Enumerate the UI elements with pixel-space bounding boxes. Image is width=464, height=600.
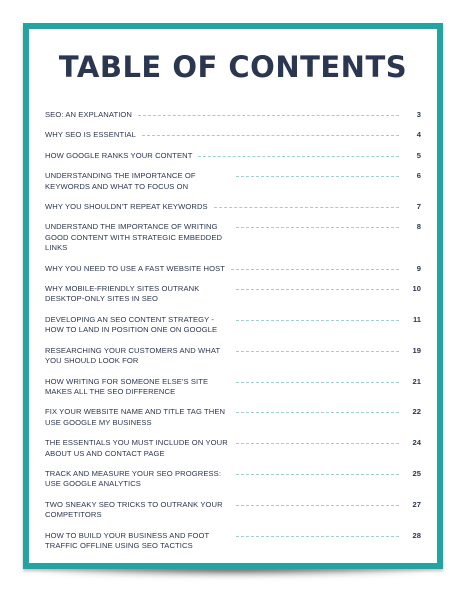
- toc-entry-title: DEVELOPING AN SEO CONTENT STRATEGY - HOW TO LAND IN POSITION ONE ON GOOGLE: [45, 314, 218, 335]
- toc-entry: [45, 346, 421, 367]
- toc-entry: [45, 171, 421, 192]
- toc-entry: [45, 500, 421, 521]
- dotted-leader: [236, 382, 399, 383]
- toc-entry: [45, 202, 421, 212]
- toc-entry: [45, 469, 421, 490]
- toc-page-number: 5: [416, 150, 421, 160]
- toc-entry: [45, 264, 421, 274]
- toc-page-number: 27: [412, 499, 421, 509]
- toc-page-number: 24: [412, 438, 421, 448]
- dotted-leader: [236, 320, 399, 321]
- page-title: TABLE OF CONTENTS: [58, 50, 408, 84]
- toc-entry-title: UNDERSTAND THE IMPORTANCE OF WRITING GOOD CONTENT WITH STRATEGIC EMBEDDED LINKS: [45, 222, 223, 253]
- toc-page-number: 8: [416, 222, 421, 232]
- toc-page-number: 11: [412, 314, 421, 324]
- toc-entry-title: HOW TO BUILD YOUR BUSINESS AND FOOT TRAFFIC OFFLINE USING SEO TACTICS: [45, 530, 210, 550]
- toc-page-number: 6: [416, 171, 421, 181]
- toc-entry-title: WHY YOU NEED TO USE A FAST WEBSITE HOST: [45, 263, 226, 273]
- toc-entry: [45, 531, 421, 552]
- toc-entry: [45, 438, 421, 459]
- toc-entry-title: FIX YOUR WEBSITE NAME AND TITLE TAG THEN USE GOOGLE MY BUSINESS: [45, 407, 226, 427]
- toc-entry: [45, 407, 421, 428]
- toc-page-number: 7: [416, 202, 421, 212]
- toc-entry-title: HOW GOOGLE RANKS YOUR CONTENT: [45, 150, 193, 160]
- toc-entry-title: SEO: AN EXPLANATION: [45, 110, 133, 119]
- dotted-leader: [236, 351, 399, 352]
- dotted-leader: [138, 115, 399, 116]
- toc-page-number: 22: [412, 407, 421, 417]
- toc-page: [23, 23, 443, 569]
- toc-page-number: 19: [412, 345, 421, 355]
- dotted-leader: [236, 289, 399, 290]
- toc-entry-title: WHY SEO IS ESSENTIAL: [45, 130, 136, 140]
- toc-page-number: 21: [412, 376, 421, 386]
- toc-page-number: 25: [412, 468, 421, 478]
- dotted-leader: [236, 505, 399, 506]
- dotted-leader: [236, 227, 399, 228]
- dotted-leader: [214, 207, 399, 208]
- toc-page-number: 3: [416, 110, 421, 119]
- toc-entry: [45, 130, 421, 140]
- dotted-leader: [236, 176, 399, 177]
- toc-entry-title: TRACK AND MEASURE YOUR SEO PROGRESS: USE GOOGLE ANALYTICS: [45, 468, 222, 489]
- toc-page-number: 28: [412, 530, 421, 540]
- dotted-leader: [231, 269, 399, 270]
- toc-entry-title: WHY MOBILE-FRIENDLY SITES OUTRANK DESKTOP-ONLY SITES IN SEO: [45, 284, 200, 304]
- toc-entry-title: RESEARCHING YOUR CUSTOMERS AND WHAT YOU SHOULD LOOK FOR: [45, 345, 221, 366]
- dotted-leader: [236, 443, 399, 444]
- toc-page-number: 9: [416, 263, 421, 273]
- dotted-leader: [236, 412, 399, 413]
- dotted-leader: [236, 474, 399, 475]
- dotted-leader: [236, 536, 399, 537]
- toc-page-number: 10: [412, 284, 421, 294]
- toc-entry: [45, 315, 421, 336]
- toc-entry: [45, 151, 421, 161]
- toc-entry: [45, 284, 421, 305]
- toc-entry: [45, 377, 421, 398]
- toc-entry: [45, 222, 421, 253]
- toc-page-number: 4: [416, 130, 421, 140]
- toc-entry-title: HOW WRITING FOR SOMEONE ELSE'S SITE MAKES ALL THE SEO DIFFERENCE: [45, 376, 209, 396]
- toc-entry: [45, 110, 421, 120]
- dotted-leader: [142, 135, 399, 136]
- toc-list: [45, 110, 421, 561]
- toc-entry-title: UNDERSTANDING THE IMPORTANCE OF KEYWORDS AND WHAT TO FOCUS ON: [45, 171, 196, 191]
- toc-entry-title: THE ESSENTIALS YOU MUST INCLUDE ON YOUR ABOUT US AND CONTACT PAGE: [45, 438, 228, 458]
- dotted-leader: [198, 156, 399, 157]
- toc-entry-title: TWO SNEAKY SEO TRICKS TO OUTRANK YOUR COMPETITORS: [45, 499, 223, 520]
- toc-entry-title: WHY YOU SHOULDN'T REPEAT KEYWORDS: [45, 202, 208, 212]
